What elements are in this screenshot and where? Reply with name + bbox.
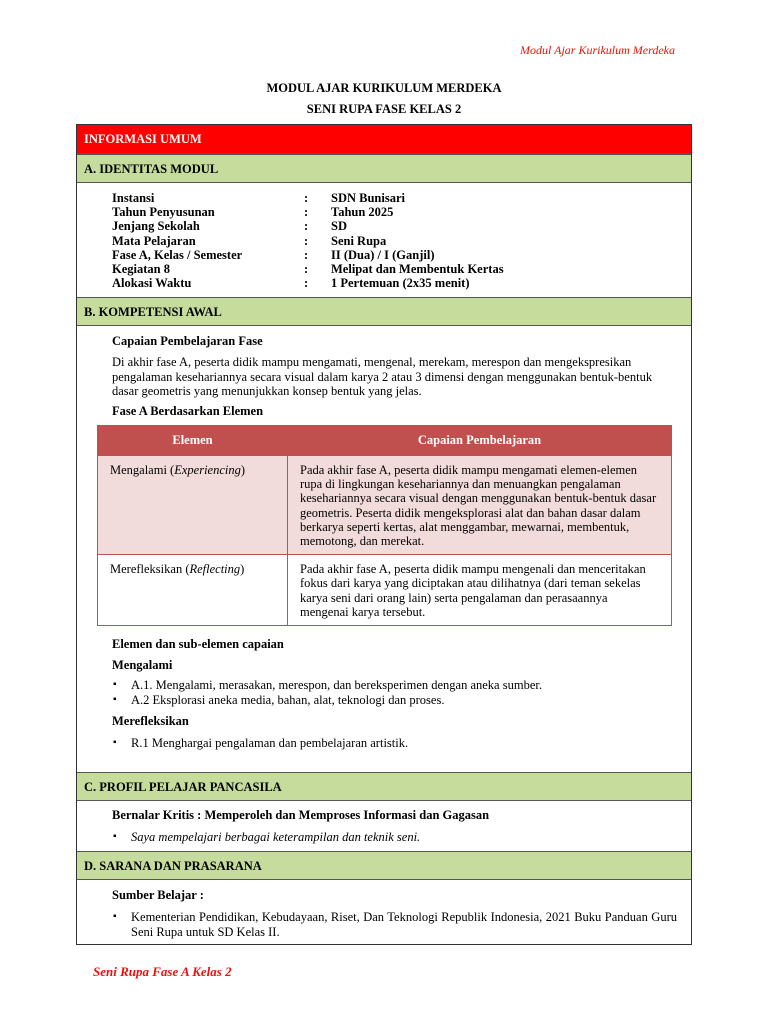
identitas-colon: : [304,191,309,205]
identitas-label: Mata Pelajaran [112,233,196,248]
identitas-colon: : [304,247,309,262]
elemen-cell [98,555,288,626]
table-header-elemen: Elemen [98,426,288,456]
identitas-label: Fase A, Kelas / Semester [112,247,243,262]
elemen-suffix: ) [240,562,245,577]
table-row [98,555,672,626]
identitas-colon: : [304,261,309,276]
identitas-row [112,234,504,248]
capaian-table [97,425,672,626]
document-subtitle: SENI RUPA FASE KELAS 2 [306,102,462,116]
page-footer-note: Seni Rupa Fase A Kelas 2 [93,964,232,979]
list-item: ▪ Kementerian Pendidikan, Kebudayaan, Riset, Dan Teknologi Republik Indonesia, 2021 Buku Panduan Guru Seni Rupa untuk SD Kelas II. [112,910,677,939]
identitas-value: II (Dua) / I (Ganjil) [331,247,435,262]
identitas-row [112,276,504,290]
identitas-value: Tahun 2025 [331,205,394,220]
section-profil-pelajar-pancasila: C. PROFIL PELAJAR PANCASILA [77,772,691,801]
identitas-label: Tahun Penyusunan [112,205,215,220]
profil-list [112,830,420,845]
section-informasi-umum: INFORMASI UMUM [77,125,691,154]
capaian-cell: Pada akhir fase A, peserta didik mampu mengenali dan menceritakan fokus dari karya yang diciptakan atau dilihatnya (dari teman sekelas karya seni dari orang lain) serta pengalaman dan perasaannya mengenai karya tersebut. [288,555,672,626]
elemen-italic: Reflecting [189,562,241,577]
identitas-label: Kegiatan 8 [112,261,170,276]
table-row [98,456,672,555]
capaian-cell: Pada akhir fase A, peserta didik mampu mengamati elemen-elemen rupa di lingkungan kesehariannya dan menuangkan pengalaman kesehariannya secara visual dengan menggunakan bentuk-bentuk dasar geometris. Peserta didik mengeksplorasi alat dan bahan dasar dalam berkarya seperti kertas, alat menggambar, mewarnai, membentuk, memotong, dan merekat. [288,456,672,555]
identitas-colon: : [304,233,309,248]
identitas-label: Jenjang Sekolah [112,219,200,234]
identitas-row [112,219,504,233]
identitas-colon: : [304,276,309,291]
sarana-list [112,910,677,939]
merefleksikan-list [112,736,408,751]
sub-elemen-heading: Elemen dan sub-elemen capaian [112,637,284,651]
section-kompetensi-awal: B. KOMPETENSI AWAL [77,297,691,326]
elemen-prefix: Merefleksikan ( [110,562,190,577]
elemen-prefix: Mengalami ( [110,463,175,477]
section-sarana-prasarana: D. SARANA DAN PRASARANA [77,851,691,880]
identitas-colon: : [304,205,309,220]
list-item: ▪ R.1 Menghargai pengalaman dan pembelajaran artistik. [112,736,408,751]
profil-heading: Bernalar Kritis : Memperoleh dan Memproses Informasi dan Gagasan [112,808,490,822]
identitas-value: Melipat dan Membentuk Kertas [331,261,504,276]
identitas-label: Instansi [112,191,155,205]
cp-heading: Capaian Pembelajaran Fase [112,334,263,348]
merefleksikan-heading: Merefleksikan [112,714,189,728]
page-header-note: Modul Ajar Kurikulum Merdeka [520,43,675,57]
section-identitas-modul: A. IDENTITAS MODUL [77,154,691,183]
identitas-table [112,191,504,290]
fase-heading: Fase A Berdasarkan Elemen [112,404,264,418]
identitas-colon: : [304,219,309,234]
list-item: ▪ A.2 Eksplorasi aneka media, bahan, alat, teknologi dan proses. [112,693,542,708]
elemen-suffix: ) [240,463,246,477]
list-item: ▪ Saya mempelajari berbagai keterampilan dan teknik seni. [112,830,420,845]
identitas-label: Alokasi Waktu [112,276,192,291]
mengalami-list [112,678,542,707]
identitas-row [112,262,504,276]
table-header-capaian: Capaian Pembelajaran [288,426,672,456]
cp-paragraph: Di akhir fase A, peserta didik mampu mengamati, mengenal, merekam, merespon dan mengekspresikan pengalaman kesehariannya secara visual dalam karya 2 atau 3 dimensi dengan menggunakan bentuk-bentuk dasar geometris yang menunjukkan konsep bentuk yang jelas. [112,355,653,398]
identitas-row [112,191,504,205]
module-frame [76,124,692,945]
identitas-row [112,205,504,219]
identitas-value: SDN Bunisari [331,191,405,205]
identitas-value: Seni Rupa [331,233,387,248]
document-title: MODUL AJAR KURIKULUM MERDEKA [266,81,502,95]
identitas-row [112,248,504,262]
elemen-cell [98,456,288,555]
identitas-value: SD [331,219,347,234]
mengalami-heading: Mengalami [112,658,173,672]
list-item: ▪ A.1. Mengalami, merasakan, merespon, dan bereksperimen dengan aneka sumber. [112,678,542,693]
elemen-italic: Experiencing [174,463,241,477]
identitas-value: 1 Pertemuan (2x35 menit) [331,276,470,291]
sarana-heading: Sumber Belajar : [112,888,204,902]
